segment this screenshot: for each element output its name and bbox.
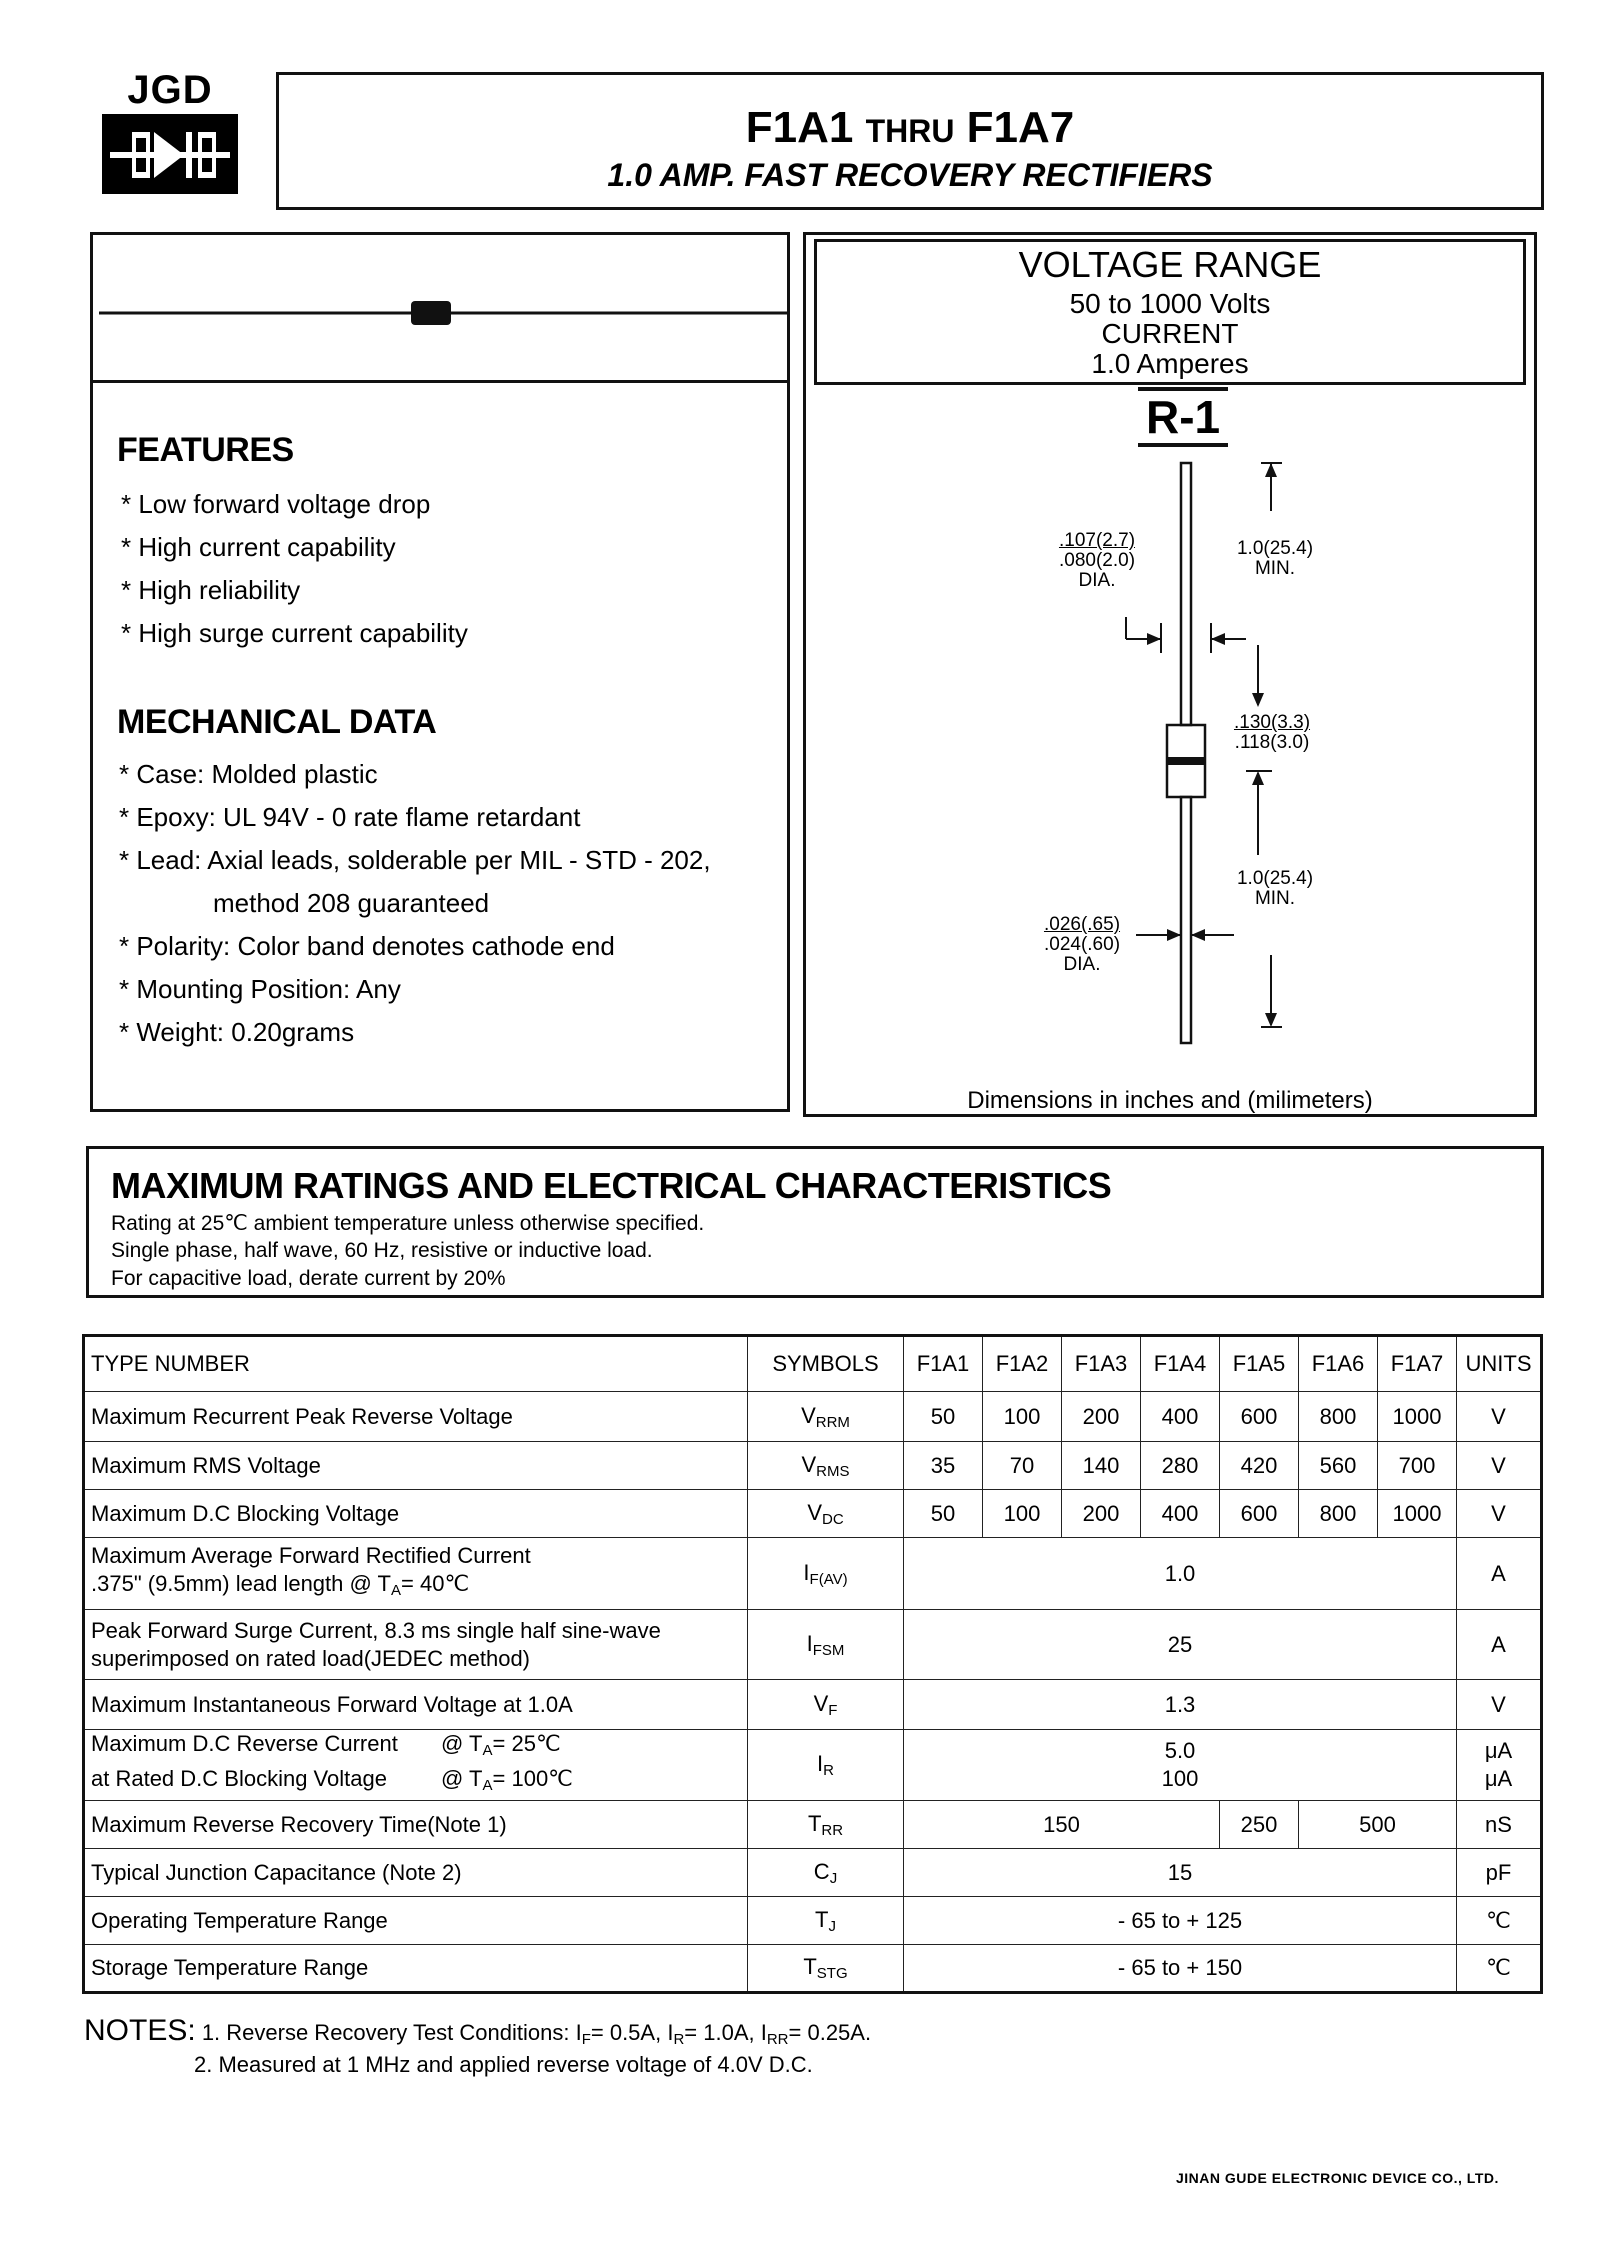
symbol-sub: F [828,1701,838,1719]
page-title [279,103,1541,153]
dim-text: DIA. [1078,570,1116,591]
mechanical-item: * Mounting Position: Any [119,974,401,1004]
note-text: = 1.0A, I [684,2020,767,2045]
value-cell: 1.3 [904,1680,1457,1730]
table-row [84,1680,1542,1730]
param-sub: A [391,1582,402,1599]
symbol-cell [748,1897,904,1945]
symbol: T [803,1954,817,1979]
value-line: 100 [1161,1766,1199,1791]
current-label: CURRENT [1101,318,1239,349]
mechanical-heading: MECHANICAL DATA [117,703,437,741]
unit-cell: ℃ [1457,1945,1542,1993]
param-cell [84,1610,748,1680]
param-text: = 40℃ [401,1571,470,1596]
ratings-box [86,1146,1544,1298]
value-cell: 70 [983,1442,1062,1490]
features-list [121,483,468,655]
header-part: F1A3 [1062,1336,1141,1392]
symbol-sub: DC [822,1510,844,1528]
symbol: V [801,1402,816,1428]
param-cell: Maximum D.C Blocking Voltage [84,1490,748,1538]
dim-text: .130(3.3) [1233,712,1311,733]
symbol-sub: R [823,1762,834,1779]
symbol-cell [748,1538,904,1610]
table-row [84,1897,1542,1945]
param-text: Maximum D.C Reverse Current [91,1731,398,1756]
note-text: 1. Reverse Recovery Test Conditions: I [201,2020,582,2045]
note-sub: RR [766,2031,789,2048]
company-logo [100,70,240,196]
unit-cell: nS [1457,1801,1542,1849]
header-symbols: SYMBOLS [748,1336,904,1392]
cond-sub: A [482,1777,493,1794]
symbol: C [813,1858,830,1884]
value-cell: 35 [904,1442,983,1490]
current-value: 1.0 Amperes [1091,348,1249,379]
table-row [84,1945,1542,1993]
bottom-lead-length-dimension [1220,869,1330,909]
param-line [91,1730,741,1765]
value-cell: 700 [1378,1442,1457,1490]
param-cell: Typical Junction Capacitance (Note 2) [84,1849,748,1897]
symbol-sub: J [829,1869,838,1887]
value-cell: 400 [1141,1392,1220,1442]
param-text: .375" (9.5mm) lead length @ T [91,1571,391,1596]
param-cell: Operating Temperature Range [84,1897,748,1945]
symbol-cell [748,1801,904,1849]
value-cell: - 65 to + 125 [904,1897,1457,1945]
logo-text: JGD [127,68,213,112]
ratings-title: MAXIMUM RATINGS AND ELECTRICAL CHARACTERISTICS [111,1165,1112,1206]
param-cell [84,1730,748,1801]
param-line: Maximum Average Forward Rectified Current [91,1543,531,1568]
table-row [84,1801,1542,1849]
header-part: F1A4 [1141,1336,1220,1392]
voltage-range-heading: VOLTAGE RANGE [1018,244,1322,285]
unit-cell: V [1457,1490,1542,1538]
param-cell: Maximum Recurrent Peak Reverse Voltage [84,1392,748,1442]
value-cell: 800 [1299,1392,1378,1442]
value-cell: 50 [904,1490,983,1538]
param-text: at Rated D.C Blocking Voltage [91,1766,387,1791]
symbol-sub: RMS [816,1462,850,1480]
header-part: F1A7 [1378,1336,1457,1392]
page-subtitle: 1.0 AMP. FAST RECOVERY RECTIFIERS [607,157,1213,193]
value-cell: 100 [983,1490,1062,1538]
note-sub: R [673,2031,685,2048]
param-cond [441,1765,573,1800]
table-row [84,1392,1542,1442]
unit-line: μA [1484,1766,1513,1791]
mechanical-item: * Polarity: Color band denotes cathode end [119,931,615,961]
unit-cell: V [1457,1392,1542,1442]
table-row [84,1610,1542,1680]
symbol-cell [748,1490,904,1538]
value-cell: 50 [904,1392,983,1442]
wire-dia-dimension [1032,915,1132,975]
dim-text: .118(3.0) [1234,732,1310,753]
cond-text: @ T [441,1766,483,1791]
dim-text: MIN. [1254,888,1296,909]
part-to: F1A7 [966,103,1075,152]
mechanical-list [119,753,711,1054]
table-row [84,1730,1542,1801]
unit-cell: pF [1457,1849,1542,1897]
axial-diode-icon [93,235,787,375]
value-cell: 500 [1299,1801,1457,1849]
unit-cell: V [1457,1442,1542,1490]
symbol-cell [748,1442,904,1490]
symbol-sub: FSM [812,1641,845,1659]
voltage-range-value: 50 to 1000 Volts [1069,288,1271,319]
package-name: R-1 [1138,387,1228,447]
notes-heading: NOTES: [84,2014,196,2047]
header-part: F1A1 [904,1336,983,1392]
symbol-sub: RRM [815,1413,850,1431]
value-cell: 100 [983,1392,1062,1442]
value-cell: 400 [1141,1490,1220,1538]
table-row [84,1490,1542,1538]
unit-cell: V [1457,1680,1542,1730]
cond-text: = 100℃ [492,1766,573,1791]
value-cell: 250 [1220,1801,1299,1849]
symbol: I [817,1751,824,1776]
value-cell: 200 [1062,1490,1141,1538]
cond-text: @ T [441,1731,483,1756]
symbol: V [801,1451,817,1477]
dimensions-note: Dimensions in inches and (milimeters) [967,1087,1373,1114]
dim-text: 1.0(25.4) [1236,868,1314,889]
param-cell: Storage Temperature Range [84,1945,748,1993]
thru-label: THRU [865,113,955,149]
param-cell [84,1538,748,1610]
mechanical-item: method 208 guaranteed [213,888,490,918]
diode-illustration [93,235,787,383]
dim-text: MIN. [1254,558,1296,579]
symbol: I [803,1559,810,1585]
note-text: = 0.5A, I [590,2020,674,2045]
symbol: T [807,1810,822,1836]
top-lead-length-dimension [1220,539,1330,579]
unit-line: μA [1484,1738,1513,1763]
symbol-sub: STG [816,1965,848,1982]
symbol-cell [748,1849,904,1897]
notes-section [84,2014,871,2078]
symbol-sub: F(AV) [809,1570,848,1588]
value-cell: 1000 [1378,1392,1457,1442]
param-cell: Maximum RMS Voltage [84,1442,748,1490]
symbol-cell [748,1945,904,1993]
body-length-dimension [1222,713,1322,753]
header-type-number: TYPE NUMBER [84,1336,748,1392]
header-units: UNITS [1457,1336,1542,1392]
value-cell: 150 [904,1801,1220,1849]
note-line [84,2014,871,2048]
lead-dia-dimension [1042,531,1152,591]
rating-note: Single phase, half wave, 60 Hz, resistive or inductive load. [111,1239,653,1262]
header-part: F1A6 [1299,1336,1378,1392]
cond-text: = 25℃ [492,1731,561,1756]
symbol-cell [748,1680,904,1730]
unit-cell: A [1457,1538,1542,1610]
note-text: = 0.25A. [788,2020,872,2045]
value-cell: 800 [1299,1490,1378,1538]
rating-note: For capacitive load, derate current by 20% [111,1267,506,1290]
symbol-cell [748,1392,904,1442]
feature-item: * High reliability [121,575,301,605]
features-panel [90,232,790,1112]
param-line: Peak Forward Surge Current, 8.3 ms single half sine-wave [91,1617,661,1643]
symbol-sub: RR [821,1821,844,1839]
diode-logo-icon [102,114,238,194]
table-row [84,1442,1542,1490]
symbol-cell [748,1730,904,1801]
table-header-row [84,1336,1542,1392]
feature-item: * High current capability [121,532,396,562]
dim-text: 1.0(25.4) [1236,538,1314,559]
spec-table [82,1334,1543,1994]
unit-cell: ℃ [1457,1897,1542,1945]
dim-text: .026(.65) [1043,914,1121,935]
param-line [91,1570,741,1605]
unit-cell: A [1457,1610,1542,1680]
symbol-sub: J [828,1917,836,1935]
value-cell: 1000 [1378,1490,1457,1538]
value-cell: 600 [1220,1490,1299,1538]
rating-note: Rating at 25℃ ambient temperature unless otherwise specified. [111,1212,705,1235]
features-heading: FEATURES [117,431,294,469]
param-cell: Maximum Reverse Recovery Time(Note 1) [84,1801,748,1849]
param-cell: Maximum Instantaneous Forward Voltage at 1.0A [84,1680,748,1730]
value-cell: 200 [1062,1392,1141,1442]
company-footer: JINAN GUDE ELECTRONIC DEVICE CO., LTD. [1176,2170,1499,2186]
note-line: 2. Measured at 1 MHz and applied reverse voltage of 4.0V D.C. [194,2052,813,2077]
feature-item: * Low forward voltage drop [121,489,431,519]
dim-text: .080(2.0) [1058,550,1136,571]
package-panel [803,232,1537,1117]
mechanical-item: * Lead: Axial leads, solderable per MIL - STD - 202, [119,845,711,875]
note-sub: F [581,2031,591,2048]
dim-text: DIA. [1063,954,1101,975]
symbol: I [806,1630,813,1656]
value-line: 5.0 [1164,1738,1196,1763]
mechanical-item: * Epoxy: UL 94V - 0 rate flame retardant [119,802,581,832]
value-cell: 420 [1220,1442,1299,1490]
value-cell: 1.0 [904,1538,1457,1610]
value-cell: 15 [904,1849,1457,1897]
value-cell: 560 [1299,1442,1378,1490]
value-cell: 140 [1062,1442,1141,1490]
table-row [84,1538,1542,1610]
symbol: V [807,1499,822,1525]
part-from: F1A1 [745,103,854,152]
mechanical-item: * Case: Molded plastic [119,759,378,789]
param-line [91,1765,741,1800]
unit-cell [1457,1730,1542,1801]
value-cell: 280 [1141,1442,1220,1490]
symbol: V [813,1690,829,1716]
dim-text: .107(2.7) [1058,530,1136,551]
param-cond [441,1730,561,1765]
feature-item: * High surge current capability [121,618,468,648]
package-outline-drawing [806,235,1534,1115]
dim-text: .024(.60) [1043,934,1121,955]
cond-sub: A [482,1742,493,1759]
param-line: superimposed on rated load(JEDEC method) [91,1645,531,1671]
header-part: F1A5 [1220,1336,1299,1392]
title-box [276,72,1544,210]
mechanical-item: * Weight: 0.20grams [119,1017,355,1047]
header-part: F1A2 [983,1336,1062,1392]
symbol: T [815,1906,829,1932]
value-cell: 25 [904,1610,1457,1680]
symbol-cell [748,1610,904,1680]
table-row [84,1849,1542,1897]
value-cell [904,1730,1457,1801]
value-cell: - 65 to + 150 [904,1945,1457,1993]
value-cell: 600 [1220,1392,1299,1442]
